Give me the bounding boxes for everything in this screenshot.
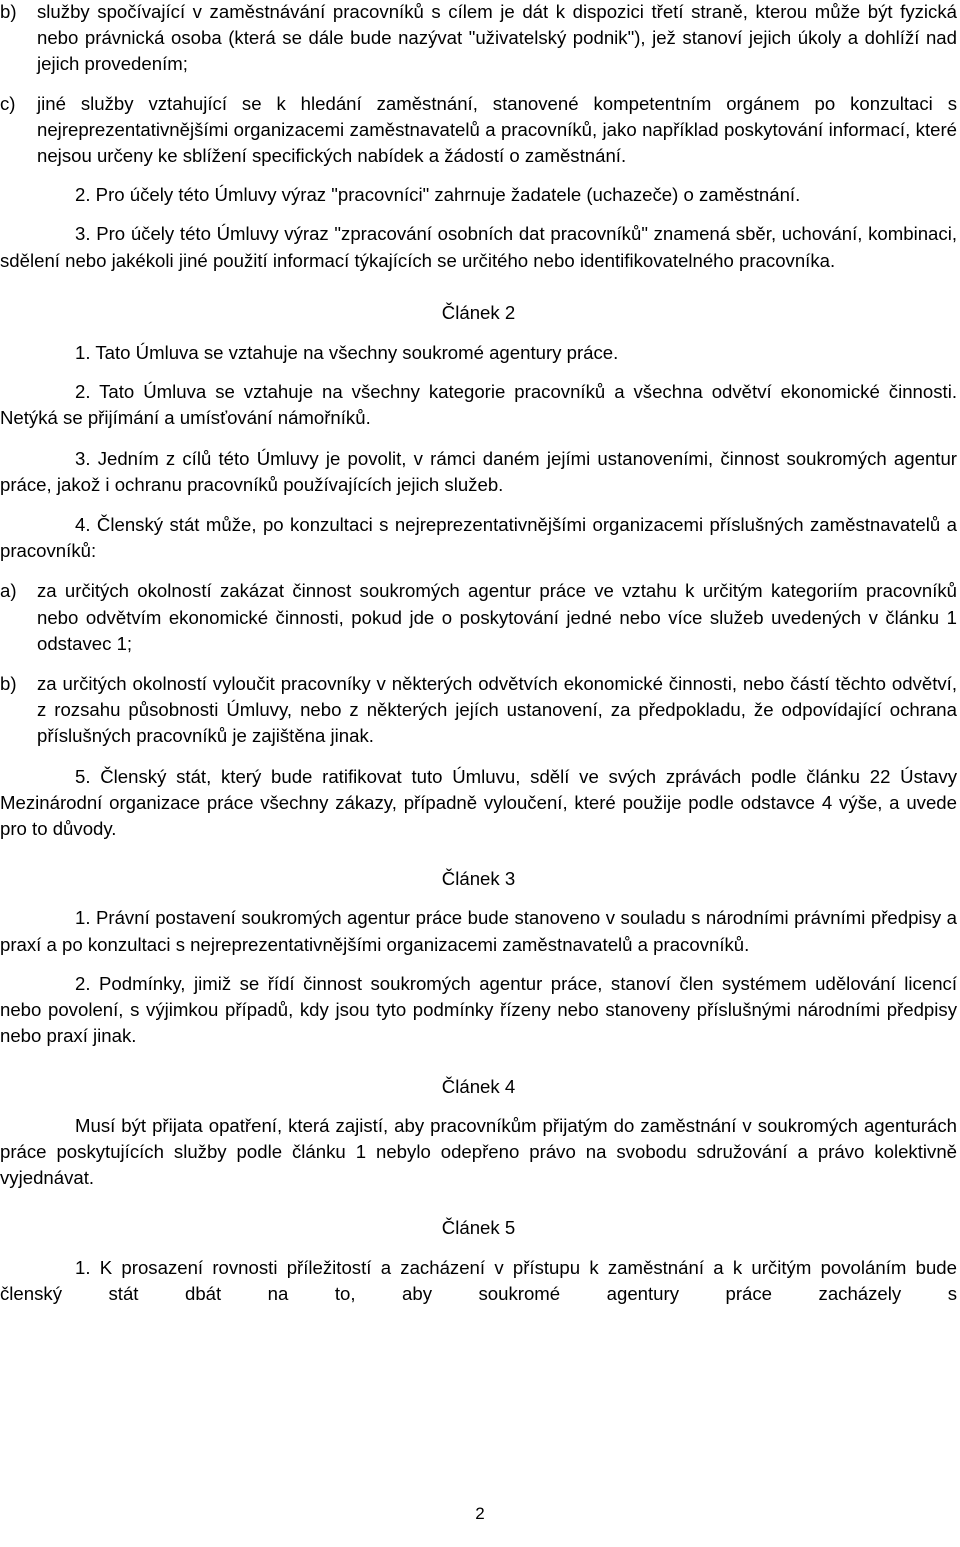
article2-paragraph-5: 5. Členský stát, který bude ratifikovat tuto Úmluvu, sdělí ve svých zprávách podle článku 22 Ústavy Mezinárodní organizace práce všechny zákazy, případně vyloučení, které použije podle odstavce 4 výše, a uvede pro to důvody. — [0, 765, 957, 840]
article3-paragraph-1: 1. Právní postavení soukromých agentur práce bude stanoveno v souladu s národními právními předpisy a praxí a po konzultaci s nejreprezentativnějšími organizacemi zaměstnavatelů a pracovníků. — [0, 907, 957, 955]
article4-heading: Článek 4 — [441, 1075, 516, 1097]
list-marker: b) — [0, 1, 17, 22]
article1-paragraph-2: 2. Pro účely této Úmluvy výraz "pracovníci" zahrnuje žadatele (uchazeče) o zaměstnání. — [75, 184, 801, 206]
list-item-text: za určitých okolností zakázat činnost soukromých agentur práce ve vztahu k určitým kategoriím pracovníků nebo odvětvím ekonomické činnosti, pokud jde o poskytování jedné nebo více služeb uvedených v článku 1 odstavec 1; — [37, 580, 957, 654]
article2-paragraph-1: 1. Tato Úmluva se vztahuje na všechny soukromé agentury práce. — [75, 342, 619, 364]
article2-paragraph-3: 3. Jedním z cílů této Úmluvy je povolit, v rámci daném jejími ustanoveními, činnost soukromých agentur práce, jakož i ochranu pracovníků používajících jejich služeb. — [0, 447, 957, 495]
list-item-b — [0, 0, 957, 78]
article2-paragraph-2: 2. Tato Úmluva se vztahuje na všechny kategorie pracovníků a všechna odvětví ekonomické činnosti. Netýká se přijímání a umísťování námořníků. — [0, 381, 957, 429]
article3-paragraph-2: 2. Podmínky, jimiž se řídí činnost soukromých agentur práce, stanoví člen systémem udělování licencí nebo povolení, s výjimkou případů, kdy jsou tyto podmínky řízeny nebo stanoveny příslušnými národními předpisy nebo praxí jinak. — [0, 972, 957, 1047]
list-item-text: jiné služby vztahující se k hledání zaměstnání, stanovené kompetentním orgánem po konzultaci s nejreprezentativnějšími organizacemi zaměstnavatelů a pracovníků, jako například poskytování informací, které nejsou určeny ke sblížení specifických nabídek a žádostí o zaměstnání. — [37, 92, 957, 167]
article2-heading: Článek 2 — [441, 301, 516, 323]
article2-paragraph-4: 4. Členský stát může, po konzultaci s nejreprezentativnějšími organizacemi příslušných zaměstnavatelů a pracovníků: — [0, 514, 957, 562]
list-item-a — [0, 578, 957, 657]
article5-paragraph-1: 1. K prosazení rovnosti příležitostí a zacházení v přístupu k zaměstnání a k určitým povoláním bude členský stát dbát na to, aby soukromé agentury práce zacházely s — [0, 1256, 957, 1304]
article1-paragraph-3: 3. Pro účely této Úmluvy výraz "zpracování osobních dat pracovníků" znamená sběr, uchování, kombinaci, sdělení nebo jakékoli jiné použití informací týkajících se určitého nebo identifikovatelného pracovníka. — [0, 223, 957, 271]
article3-heading: Článek 3 — [441, 868, 516, 890]
article5-heading: Článek 5 — [441, 1217, 516, 1239]
list-item-b2 — [0, 671, 957, 750]
list-item-text: za určitých okolností vyloučit pracovníky v některých odvětvích ekonomické činnosti, nebo částí těchto odvětví, z rozsahu působnosti Úmluvy, nebo z některých jejích ustanovení, za předpokladu, že odpovídající ochrana příslušných pracovníků je zajištěna jinak. — [37, 673, 957, 747]
list-item-c — [0, 91, 957, 170]
list-item-text: služby spočívající v zaměstnávání pracovníků s cílem je dát k dispozici třetí straně, kterou může být fyzická nebo právnická osoba (která se dále bude nazývat "uživatelský podnik"), jež stanoví jejich úkoly a dohlíží nad jejich provedením; — [37, 1, 957, 75]
list-marker: c) — [0, 92, 16, 114]
list-marker: a) — [0, 580, 17, 602]
page-number: 2 — [475, 1504, 485, 1523]
list-marker: b) — [0, 673, 17, 695]
article4-paragraph-1: Musí být přijata opatření, která zajistí, aby pracovníkům přijatým do zaměstnání v soukromých agenturách práce poskytujících služby podle článku 1 nebylo odepřeno právo na svobodu sdružování a právo kolektivně vyjednávat. — [0, 1114, 957, 1189]
